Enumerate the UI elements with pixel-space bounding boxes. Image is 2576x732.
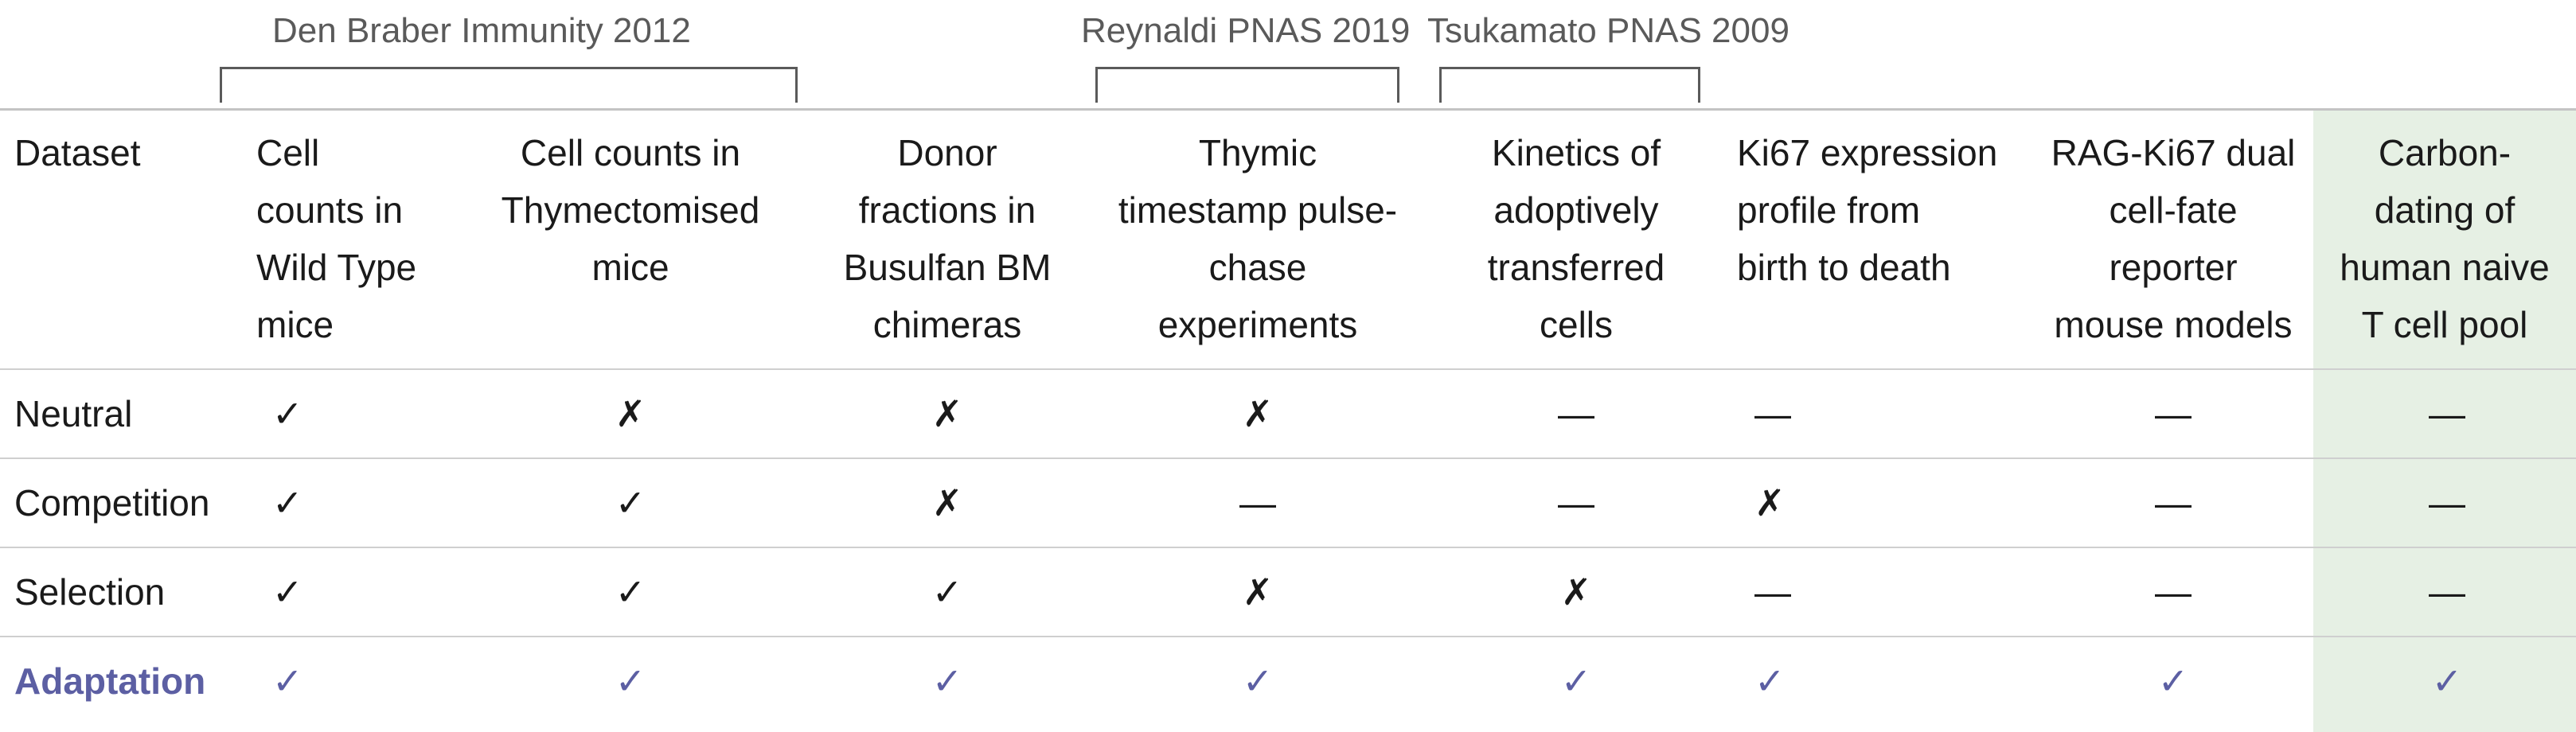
table-cell: ✗ <box>1560 571 1592 613</box>
table-cell: — <box>2429 393 2465 434</box>
table-cell: ✗ <box>931 482 963 524</box>
table-cell: ✓ <box>272 660 303 702</box>
table-cell: ✓ <box>272 393 303 434</box>
column-header-line: birth to death <box>1737 247 1951 288</box>
column-header-line: cell-fate <box>2109 189 2238 231</box>
table-cell: ✓ <box>272 571 303 613</box>
table-cell: ✓ <box>1560 660 1592 702</box>
column-header-line: Wild Type <box>256 247 417 288</box>
table-cell: ✓ <box>931 660 963 702</box>
column-header-line: mice <box>256 304 334 345</box>
column-header-line: timestamp pulse- <box>1118 189 1398 231</box>
column-header-line: counts in <box>256 189 404 231</box>
column-header-line: Thymic <box>1198 132 1317 173</box>
table-cell: — <box>2429 482 2465 524</box>
table-cell: ✗ <box>1242 393 1274 434</box>
column-header-wild-type <box>256 124 447 353</box>
column-header-line: chase <box>1208 247 1307 288</box>
table-cell: ✓ <box>615 482 646 524</box>
column-header-line: transferred <box>1487 247 1665 288</box>
table-cell: ✓ <box>2157 660 2189 702</box>
table-cell: ✓ <box>931 571 963 613</box>
column-header-line: experiments <box>1157 304 1358 345</box>
column-header-line: RAG-Ki67 dual <box>2051 132 2296 173</box>
header-dataset: Dataset <box>14 132 141 173</box>
citation-bracket-den-braber <box>220 67 798 103</box>
column-header-thymic-timestamp <box>1099 124 1417 353</box>
column-header-line: Thymectomised <box>501 189 760 231</box>
column-header-line: Donor <box>897 132 997 173</box>
table-cell: ✗ <box>615 393 646 434</box>
column-header-line: reporter <box>2109 247 2238 288</box>
table-cell: — <box>1754 393 1791 434</box>
column-header-line: Busulfan BM <box>843 247 1052 288</box>
row-label-selection: Selection <box>14 571 166 613</box>
column-header-adoptive-transfer <box>1449 124 1704 353</box>
column-header-line: Kinetics of <box>1491 132 1661 173</box>
table-cell: — <box>2429 571 2465 613</box>
column-header-line: Carbon- <box>2378 132 2512 173</box>
row-label-neutral: Neutral <box>14 393 133 434</box>
table-cell: ✗ <box>1754 482 1786 524</box>
table-cell: ✓ <box>615 571 646 613</box>
column-header-busulfan <box>828 124 1067 353</box>
table-top-rule <box>0 108 2576 111</box>
column-header-thymectomised <box>487 124 774 296</box>
table-cell: ✓ <box>1754 660 1786 702</box>
table-cell: — <box>2155 482 2192 524</box>
table-cell: ✓ <box>2431 660 2463 702</box>
column-header-line: mouse models <box>2054 304 2293 345</box>
row-label-adaptation: Adaptation <box>14 660 206 702</box>
column-header-line: Cell counts in <box>520 132 741 173</box>
column-header-line: chimeras <box>872 304 1022 345</box>
table-cell: — <box>1558 393 1594 434</box>
table-cell: — <box>1558 482 1594 524</box>
column-header-rag-ki67 <box>2038 124 2309 353</box>
row-divider <box>0 547 2576 548</box>
column-header-line: mice <box>591 247 669 288</box>
column-header-line: Cell <box>256 132 320 173</box>
citation-bracket-tsukamato <box>1439 67 1700 103</box>
column-header-line: T cell pool <box>2361 304 2528 345</box>
table-cell: ✗ <box>931 393 963 434</box>
table-cell: — <box>2155 393 2192 434</box>
header-divider <box>0 368 2576 370</box>
table-cell: ✗ <box>1242 571 1274 613</box>
column-header-line: profile from <box>1737 189 1921 231</box>
citation-bracket-reynaldi <box>1095 67 1399 103</box>
row-label-competition: Competition <box>14 482 210 524</box>
row-divider <box>0 458 2576 459</box>
column-header-ki67 <box>1737 124 2039 296</box>
citation-tsukamato: Tsukamato PNAS 2009 <box>1427 11 1790 50</box>
table-cell: — <box>1754 571 1791 613</box>
column-header-line: human naive <box>2340 247 2550 288</box>
table-cell: ✓ <box>272 482 303 524</box>
column-header-line: cells <box>1539 304 1614 345</box>
column-header-line: dating of <box>2374 189 2516 231</box>
column-header-carbon-dating <box>2321 124 2568 353</box>
row-divider <box>0 636 2576 637</box>
column-header-line: fractions in <box>858 189 1036 231</box>
table-cell: ✓ <box>615 660 646 702</box>
citation-reynaldi: Reynaldi PNAS 2019 <box>1081 11 1411 50</box>
column-header-line: Ki67 expression <box>1737 132 1998 173</box>
table-cell: — <box>1239 482 1276 524</box>
table-cell: ✓ <box>1242 660 1274 702</box>
table-cell: — <box>2155 571 2192 613</box>
column-header-line: adoptively <box>1493 189 1659 231</box>
citation-den-braber: Den Braber Immunity 2012 <box>272 11 691 50</box>
